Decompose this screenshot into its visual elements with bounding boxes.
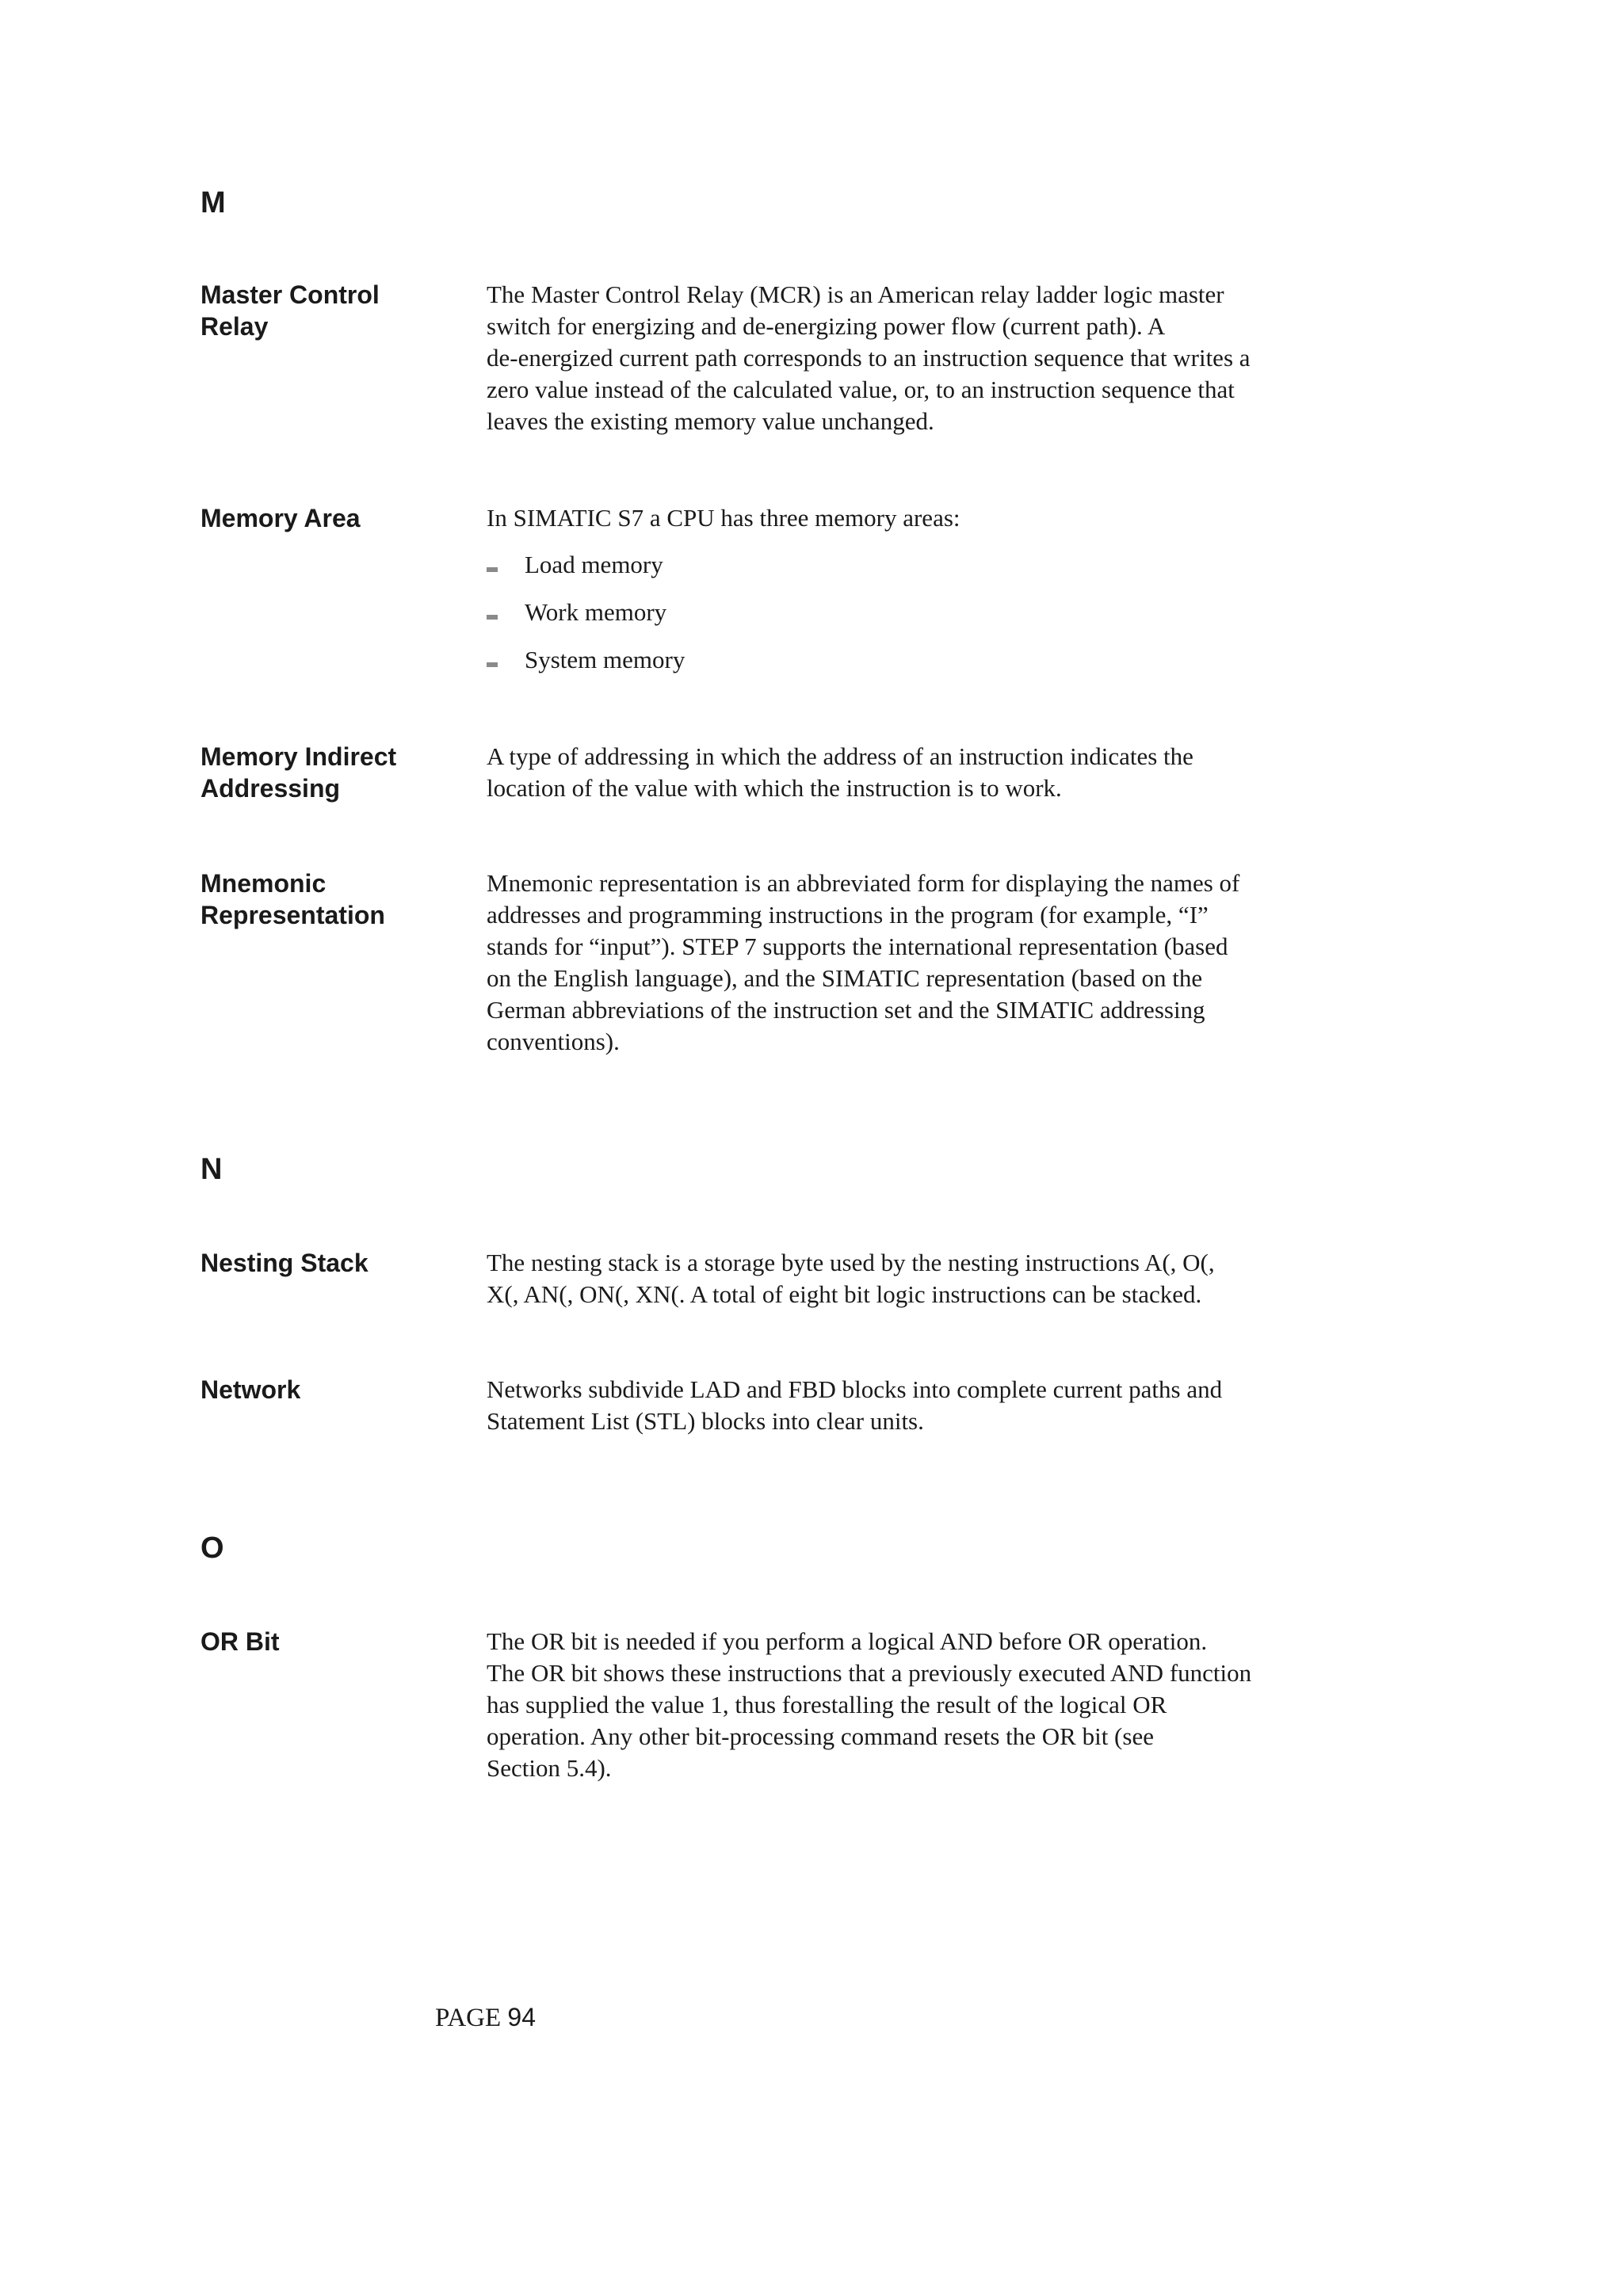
definition-line: The OR bit shows these instructions that a previously executed AND function (487, 1659, 1252, 1687)
definition-line: addresses and programming instructions in the program (for example, “I” (487, 901, 1209, 929)
glossary-definition (487, 1247, 1517, 1310)
glossary-term (200, 1626, 470, 1657)
list-item-label: System memory (525, 646, 685, 673)
definition-line: Statement List (STL) blocks into clear units. (487, 1407, 924, 1435)
glossary-definition (487, 741, 1517, 804)
list-item-label: Load memory (525, 551, 663, 578)
definition-line: conventions). (487, 1028, 620, 1055)
term-line: Nesting Stack (200, 1249, 369, 1277)
definition-line: location of the value with which the instruction is to work. (487, 774, 1062, 802)
glossary-definition (487, 279, 1517, 437)
list-item (487, 597, 1517, 628)
glossary-definition (487, 868, 1517, 1058)
glossary-term (200, 868, 470, 931)
term-line: OR Bit (200, 1627, 280, 1656)
list-item-label: Work memory (525, 598, 667, 626)
term-line: Addressing (200, 774, 341, 803)
glossary-definition (487, 1374, 1517, 1437)
glossary-term (200, 502, 470, 534)
definition-line: The nesting stack is a storage byte used by the nesting instructions A(, O(, (487, 1249, 1215, 1276)
definition-line: de-energized current path corresponds to an instruction sequence that writes a (487, 344, 1251, 372)
section-letter-n: N (200, 1153, 223, 1186)
definition-line: leaves the existing memory value unchanged. (487, 407, 934, 435)
term-line: Memory Indirect (200, 742, 397, 771)
glossary-definition (487, 1626, 1517, 1784)
glossary-term (200, 279, 470, 342)
glossary-term (200, 1374, 470, 1405)
definition-line: In SIMATIC S7 a CPU has three memory areas: (487, 504, 960, 532)
glossary-term (200, 1247, 470, 1279)
definition-line: A type of addressing in which the address of an instruction indicates the (487, 742, 1193, 770)
definition-line: The OR bit is needed if you perform a logical AND before OR operation. (487, 1627, 1208, 1655)
bullet-icon (487, 662, 498, 667)
term-line: Relay (200, 312, 269, 341)
page-number (435, 2001, 536, 2034)
term-line: Mnemonic (200, 869, 327, 898)
term-line: Master Control (200, 280, 380, 309)
definition-line: stands for “input”). STEP 7 supports the international representation (based (487, 933, 1228, 960)
section-letter-o: O (200, 1531, 224, 1565)
list-item (487, 644, 1517, 676)
page-number-value: 94 (507, 2003, 536, 2031)
bullet-list (487, 549, 1517, 676)
page-label: PAGE (435, 2004, 502, 2032)
definition-line: switch for energizing and de-energizing power flow (current path). A (487, 312, 1166, 340)
glossary-definition (487, 502, 1517, 692)
bullet-icon (487, 615, 498, 620)
definition-line: The Master Control Relay (MCR) is an American relay ladder logic master (487, 280, 1224, 308)
term-line: Network (200, 1375, 301, 1404)
term-line: Memory Area (200, 504, 361, 532)
section-letter-m: M (200, 186, 226, 219)
bullet-icon (487, 567, 498, 572)
definition-line: operation. Any other bit-processing command resets the OR bit (see (487, 1722, 1154, 1750)
definition-line: Networks subdivide LAD and FBD blocks into complete current paths and (487, 1375, 1223, 1403)
definition-line: X(, AN(, ON(, XN(. A total of eight bit logic instructions can be stacked. (487, 1280, 1202, 1308)
glossary-term (200, 741, 470, 804)
definition-line: zero value instead of the calculated value, or, to an instruction sequence that (487, 376, 1235, 403)
definition-line: has supplied the value 1, thus forestalling the result of the logical OR (487, 1691, 1167, 1718)
definition-line: Mnemonic representation is an abbreviated form for displaying the names of (487, 869, 1240, 897)
definition-line: Section 5.4). (487, 1754, 612, 1782)
definition-line: on the English language), and the SIMATIC representation (based on the (487, 964, 1203, 992)
list-item (487, 549, 1517, 581)
definition-line: German abbreviations of the instruction set and the SIMATIC addressing (487, 996, 1205, 1024)
term-line: Representation (200, 901, 385, 929)
